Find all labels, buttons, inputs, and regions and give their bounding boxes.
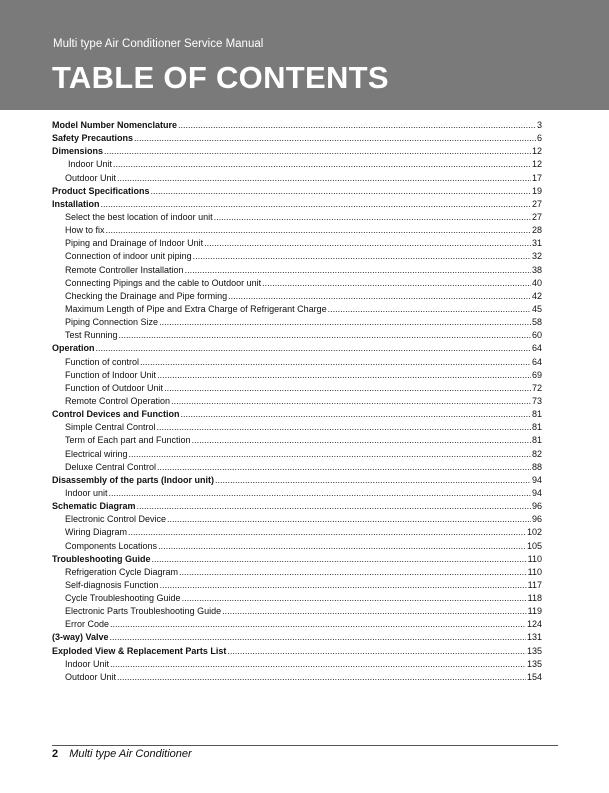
toc-subsection[interactable] <box>52 540 542 553</box>
toc-page-number: 88 <box>531 461 542 472</box>
toc-page-number: 154 <box>526 671 542 682</box>
footer-text: Multi type Air Conditioner <box>69 748 192 760</box>
toc-label: Piping Connection Size <box>65 317 159 328</box>
toc-page-number: 82 <box>531 448 542 459</box>
toc-page-number: 32 <box>531 251 542 262</box>
toc-label: Wiring Diagram <box>65 527 128 538</box>
toc-label: Exploded View & Replacement Parts List <box>52 645 227 656</box>
toc-page-number: 94 <box>531 487 542 498</box>
toc-subsection[interactable] <box>52 211 542 224</box>
toc-page-number: 131 <box>526 632 542 643</box>
toc-label: Test Running <box>65 330 118 341</box>
toc-leader-dots <box>117 172 531 185</box>
toc-leader-dots <box>179 566 527 579</box>
toc-page-number: 38 <box>531 264 542 275</box>
toc-label: Remote Control Operation <box>65 395 171 406</box>
toc-page-number: 3 <box>536 120 542 130</box>
toc-subsection[interactable] <box>52 224 542 237</box>
toc-subsection[interactable] <box>52 303 542 316</box>
toc-leader-dots <box>134 132 536 145</box>
toc-page-number: 40 <box>531 277 542 288</box>
toc-label: Troubleshooting Guide <box>52 553 151 564</box>
toc-section[interactable] <box>52 500 542 513</box>
toc-page-number: 19 <box>531 185 542 196</box>
toc-subsection[interactable] <box>52 421 542 434</box>
toc-page-number: 60 <box>531 330 542 341</box>
toc-label: Select the best location of indoor unit <box>65 211 213 222</box>
toc-page-number: 69 <box>531 369 542 380</box>
toc-leader-dots <box>104 145 531 158</box>
toc-leader-dots <box>158 540 526 553</box>
toc-page-number: 73 <box>531 395 542 406</box>
toc-section[interactable] <box>52 145 542 158</box>
toc-page-number: 27 <box>531 198 542 209</box>
toc-subsection[interactable] <box>52 513 542 526</box>
toc-leader-dots <box>171 395 531 408</box>
header-band <box>0 0 609 110</box>
toc-leader-dots <box>328 303 531 316</box>
toc-leader-dots <box>140 356 531 369</box>
toc-leader-dots <box>262 277 531 290</box>
toc-leader-dots <box>157 421 531 434</box>
toc-label: Outdoor Unit <box>65 671 117 682</box>
toc-page-number: 81 <box>531 422 542 433</box>
toc-page-number: 102 <box>526 527 542 538</box>
toc-leader-dots <box>128 526 526 539</box>
toc-leader-dots <box>151 185 531 198</box>
toc-section[interactable] <box>52 645 542 658</box>
toc-leader-dots <box>160 579 527 592</box>
toc-label: Remote Controller Installation <box>65 264 184 275</box>
toc-label: Disassembly of the parts (Indoor unit) <box>52 474 215 485</box>
toc-label: Function of Indoor Unit <box>65 369 157 380</box>
toc-section[interactable] <box>52 474 542 487</box>
toc-section[interactable] <box>52 132 542 145</box>
toc-label: Piping and Drainage of Indoor Unit <box>65 238 204 249</box>
toc-subsection[interactable] <box>52 618 542 631</box>
toc-leader-dots <box>109 487 531 500</box>
toc-page-number: 119 <box>527 606 542 617</box>
toc-label: Term of Each part and Function <box>65 435 191 446</box>
toc-leader-dots <box>157 369 531 382</box>
toc-page-number: 135 <box>526 658 542 669</box>
toc-leader-dots <box>157 461 531 474</box>
toc-subsection[interactable] <box>52 264 542 277</box>
toc-page-number: 135 <box>526 645 542 656</box>
toc-leader-dots <box>110 658 526 671</box>
toc-leader-dots <box>214 211 531 224</box>
toc-leader-dots <box>167 513 531 526</box>
toc-section[interactable] <box>52 553 542 566</box>
toc-label: Control Devices and Function <box>52 409 180 420</box>
toc-leader-dots <box>110 631 526 644</box>
toc-section[interactable] <box>52 119 542 132</box>
toc-leader-dots <box>110 618 526 631</box>
toc-leader-dots <box>182 592 527 605</box>
toc-label: Function of Outdoor Unit <box>65 382 164 393</box>
toc-leader-dots <box>119 329 531 342</box>
toc-label: (3-way) Valve <box>52 632 109 643</box>
toc-section[interactable] <box>52 408 542 421</box>
toc-subsection[interactable] <box>52 237 542 250</box>
toc-page-number: 72 <box>531 382 542 393</box>
toc-page-number: 12 <box>531 159 542 170</box>
toc-leader-dots <box>222 605 527 618</box>
toc-leader-dots <box>228 290 531 303</box>
toc-subsection[interactable] <box>52 369 542 382</box>
toc-subsection[interactable] <box>52 579 542 592</box>
toc-leader-dots <box>117 671 526 684</box>
toc-label: Checking the Drainage and Pipe forming <box>65 290 228 301</box>
toc-page-number: 17 <box>531 172 542 183</box>
toc-label: Error Code <box>65 619 110 630</box>
toc-label: Refrigeration Cycle Diagram <box>65 566 179 577</box>
toc-label: Deluxe Central Control <box>65 461 157 472</box>
toc-subsection[interactable] <box>52 448 542 461</box>
toc-subsection[interactable] <box>52 395 542 408</box>
toc-label: Maximum Length of Pipe and Extra Charge of Refrigerant Charge <box>65 303 327 314</box>
toc-leader-dots <box>101 198 531 211</box>
toc-label: Schematic Diagram <box>52 501 136 512</box>
toc-label: Simple Central Control <box>65 422 156 433</box>
toc-subsection[interactable] <box>52 461 542 474</box>
toc-subsection[interactable] <box>52 250 542 263</box>
toc-label: How to fix <box>65 225 105 236</box>
toc-leader-dots <box>137 500 531 513</box>
toc-page-number: 81 <box>531 409 542 420</box>
toc-page-number: 6 <box>536 133 542 144</box>
toc-leader-dots <box>227 645 526 658</box>
toc-page-number: 105 <box>526 540 542 551</box>
toc-subsection[interactable] <box>52 172 542 185</box>
footer <box>52 748 192 760</box>
toc-leader-dots <box>215 474 531 487</box>
footer-page-number: 2 <box>52 748 59 760</box>
toc-page-number: 96 <box>531 514 542 525</box>
toc-page-number: 31 <box>531 238 542 249</box>
toc-label: Function of control <box>65 356 140 367</box>
toc-section[interactable] <box>52 185 542 198</box>
toc-page-number: 94 <box>531 474 542 485</box>
toc-label: Installation <box>52 198 100 209</box>
toc-label: Outdoor Unit <box>65 172 117 183</box>
toc-subsection[interactable] <box>52 290 542 303</box>
toc-page-number: 27 <box>531 211 542 222</box>
toc-label: Indoor Unit <box>68 159 113 170</box>
toc-section[interactable] <box>52 198 542 211</box>
toc-leader-dots <box>106 224 531 237</box>
toc-subsection[interactable] <box>52 329 542 342</box>
toc-leader-dots <box>193 250 531 263</box>
toc-leader-dots <box>192 434 531 447</box>
toc-label: Indoor Unit <box>65 658 110 669</box>
toc-label: Operation <box>52 343 95 354</box>
toc-page-number: 12 <box>531 146 542 157</box>
toc-subsection[interactable] <box>52 566 542 579</box>
toc-label: Components Locations <box>65 540 158 551</box>
toc-subsection[interactable] <box>52 382 542 395</box>
toc-label: Safety Precautions <box>52 133 134 144</box>
table-of-contents <box>52 119 542 684</box>
toc-subsection[interactable] <box>52 316 542 329</box>
toc-label: Model Number Nomenclature <box>52 120 178 130</box>
toc-subsection[interactable] <box>52 658 542 671</box>
toc-leader-dots <box>159 316 531 329</box>
toc-page-number: 117 <box>527 579 542 590</box>
toc-leader-dots <box>185 264 531 277</box>
toc-leader-dots <box>178 119 536 132</box>
toc-leader-dots <box>181 408 531 421</box>
toc-page-number: 64 <box>531 343 542 354</box>
toc-page-number: 45 <box>531 303 542 314</box>
toc-label: Product Specifications <box>52 185 150 196</box>
toc-page-number: 81 <box>531 435 542 446</box>
toc-page-number: 28 <box>531 225 542 236</box>
page-title: TABLE OF CONTENTS <box>52 60 389 95</box>
toc-page-number: 96 <box>531 501 542 512</box>
toc-label: Electronic Parts Troubleshooting Guide <box>65 606 222 617</box>
toc-label: Self-diagnosis Function <box>65 579 159 590</box>
toc-leader-dots <box>204 237 531 250</box>
toc-label: Dimensions <box>52 146 104 157</box>
toc-page-number: 110 <box>527 566 542 577</box>
toc-page-number: 110 <box>527 553 542 564</box>
toc-label: Indoor unit <box>65 487 108 498</box>
toc-label: Electronic Control Device <box>65 514 167 525</box>
toc-page-number: 64 <box>531 356 542 367</box>
toc-subsection[interactable] <box>52 158 542 171</box>
toc-label: Connecting Pipings and the cable to Outdoor unit <box>65 277 262 288</box>
toc-page-number: 124 <box>526 619 542 630</box>
toc-label: Cycle Troubleshooting Guide <box>65 593 181 604</box>
toc-leader-dots <box>129 448 531 461</box>
toc-leader-dots <box>164 382 531 395</box>
toc-leader-dots <box>113 158 531 171</box>
toc-section[interactable] <box>52 631 542 644</box>
toc-page-number: 58 <box>531 317 542 328</box>
toc-subsection[interactable] <box>52 592 542 605</box>
toc-subsection[interactable] <box>52 605 542 618</box>
toc-page-number: 118 <box>527 593 542 604</box>
toc-subsection[interactable] <box>52 671 542 684</box>
manual-subtitle: Multi type Air Conditioner Service Manual <box>53 38 264 50</box>
footer-divider <box>52 745 558 746</box>
toc-subsection[interactable] <box>52 277 542 290</box>
toc-leader-dots <box>96 342 531 355</box>
toc-label: Connection of indoor unit piping <box>65 251 192 262</box>
toc-subsection[interactable] <box>52 434 542 447</box>
toc-subsection[interactable] <box>52 526 542 539</box>
toc-subsection[interactable] <box>52 356 542 369</box>
toc-page-number: 42 <box>531 290 542 301</box>
toc-subsection[interactable] <box>52 487 542 500</box>
toc-label: Electrical wiring <box>65 448 128 459</box>
toc-leader-dots <box>152 553 527 566</box>
toc-section[interactable] <box>52 342 542 355</box>
